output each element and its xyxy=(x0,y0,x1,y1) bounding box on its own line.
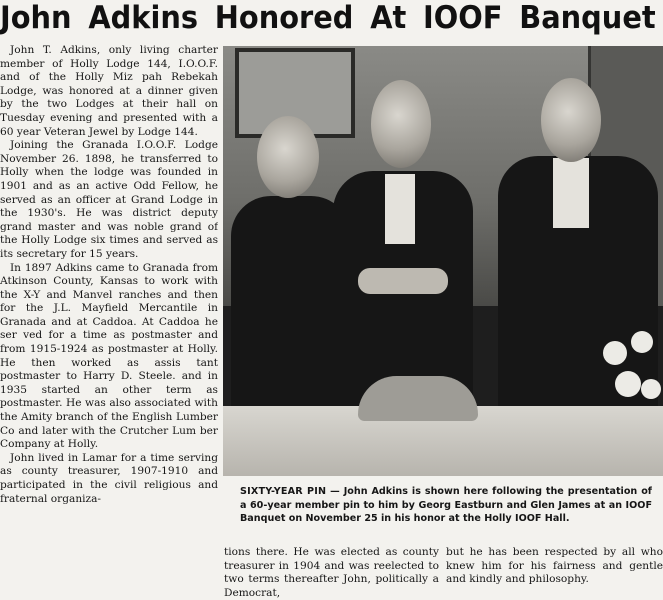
article-column-3 xyxy=(446,546,663,600)
article-paragraph: John T. Adkins, only living charter member of Holly Lodge 144, I.O.O.F. and of the Holly Miz pah Rebekah Lodge, was honored at a dinner given by the two Lodges at their hall on Tuesday evening and presented with a 60 year Veteran Jewel by Lodge 144. xyxy=(0,44,218,138)
article-paragraph: tions there. He was elected as county treasurer in 1904 and was reelected to two terms thereafter John, politically a Democrat, xyxy=(224,546,439,599)
headline-word: John xyxy=(0,0,72,36)
left-man-head xyxy=(257,116,319,198)
headline-word: IOOF xyxy=(423,0,503,36)
center-man-head xyxy=(371,80,431,168)
center-man-shirt xyxy=(385,174,415,244)
flower xyxy=(615,371,641,397)
right-man-head xyxy=(541,78,601,162)
flower xyxy=(603,341,627,365)
banquet-photo xyxy=(223,46,663,476)
handshake xyxy=(358,268,448,294)
article-paragraph: John lived in Lamar for a time serving as county treasurer, 1907-1910 and participated in the civil religious and fraternal organiza- xyxy=(0,451,218,505)
article-paragraph: but he has been respected by all who knew him for his fairness and gentle and kindly and philosophy. xyxy=(446,546,663,586)
headline-word: Honored xyxy=(214,0,354,36)
article-paragraph: Joining the Granada I.O.O.F. Lodge November 26. 1898, he transferred to Holly when the lodge was founded in 1901 and as an active Odd Fellow, he served as an officer at Grand Lodge in the 1930's. He was district deputy grand master and was noble grand of the Holly Lodge six times and served as its secretary for 15 years. xyxy=(0,139,218,260)
flower xyxy=(641,379,661,399)
headline-word: At xyxy=(370,0,407,36)
article-paragraph: In 1897 Adkins came to Granada from Atkinson County, Kansas to work with the X-Y and Manvel ranches and then for the J.L. Mayfield Mercantile in Granada and at Caddoa. At Caddoa he ser ved for a time as postmaster and from 1915-1924 as postmaster at Holly. He then worked as assis tant postmaster to Harry D. Steele. and in 1935 started an other term as postmaster. He was also associated with the Amity branch of the English Lumber Co and later with the Crutcher Lum ber Company at Holly. xyxy=(0,261,218,451)
headline-word: Adkins xyxy=(88,0,199,36)
headline xyxy=(0,0,656,40)
headline-word: Banquet xyxy=(519,0,656,36)
article-column-2 xyxy=(224,546,439,600)
caption-text: — John Adkins is shown here following the presentation of a 60-year member pin to him by Georg Eastburn and Glen James at an IOOF Banquet on November 25 in his honor at the Holly IOOF Hall. xyxy=(240,486,652,524)
caption-lead: SIXTY-YEAR PIN xyxy=(240,486,327,497)
flower xyxy=(631,331,653,353)
article-column-1 xyxy=(0,44,218,600)
flower-bouquet xyxy=(595,331,663,421)
photo-caption xyxy=(240,485,652,543)
trophy-cup xyxy=(358,376,478,421)
right-man-shirt xyxy=(553,158,589,228)
